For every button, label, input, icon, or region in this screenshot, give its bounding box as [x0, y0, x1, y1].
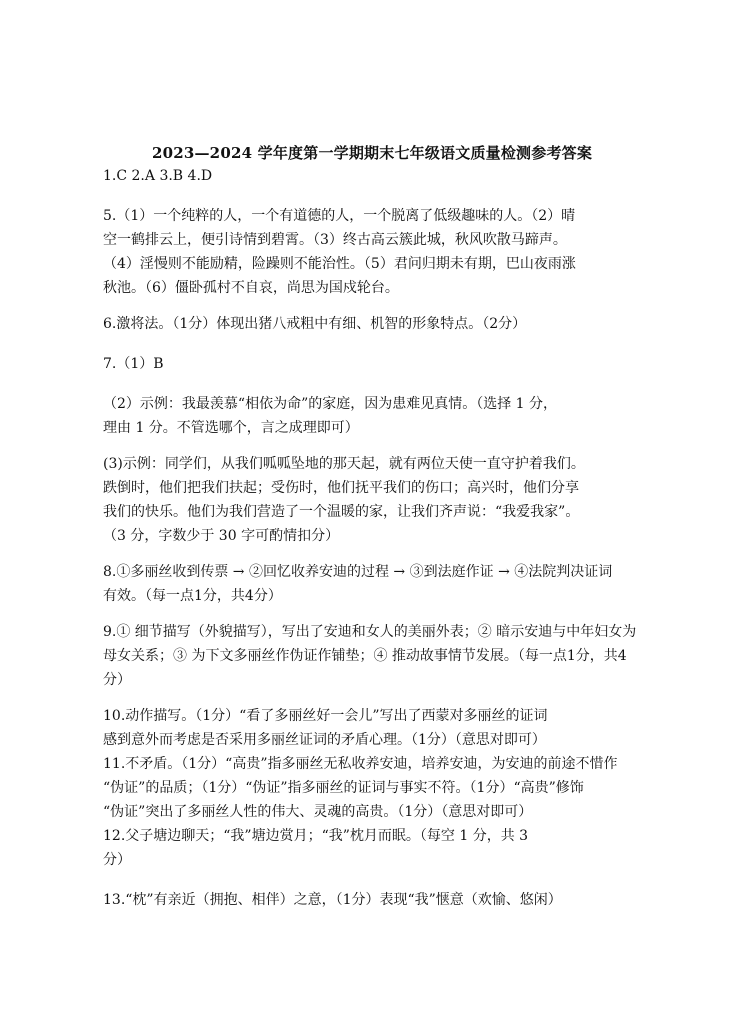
answer-line: “伪证”的品质；（1分）“伪证”指多丽丝的证词与事实不符。（1分）“高贵”修饰: [103, 780, 584, 796]
answer-list: [103, 164, 651, 912]
answer-line: 13.“枕”有亲近（拥抱、相伴）之意，（1分）表现“我”惬意（欢愉、悠闲）: [103, 892, 562, 908]
answer-paragraph: [103, 312, 651, 336]
answer-line: 10.动作描写。（1分）“看了多丽丝好一会儿”写出了西蒙对多丽丝的证词: [103, 708, 548, 724]
answer-paragraph: [103, 452, 651, 548]
answer-line: 有效。（每一点1分，共4分）: [103, 588, 282, 604]
answer-paragraph: [103, 164, 651, 188]
answer-paragraph: [103, 392, 651, 440]
answer-line: 母女关系；③ 为下文多丽丝作伪证作铺垫；④ 推动故事情节发展。（每一点1分，共4: [103, 648, 627, 664]
answer-line: 空一鹤排云上，便引诗情到碧霄。（3）终古高云簇此城，秋风吹散马蹄声。: [103, 232, 567, 248]
answer-paragraph: [103, 620, 651, 692]
answer-line: 9.① 细节描写（外貌描写），写出了安迪和女人的美丽外表；② 暗示安迪与中年妇女为: [103, 624, 637, 640]
answer-line: (3)示例：同学们，从我们呱呱坠地的那天起，就有两位天使一直守护着我们。: [103, 456, 585, 472]
answer-line: 理由 1 分。不管选哪个，言之成理即可）: [103, 420, 359, 436]
answer-paragraph: [103, 704, 651, 752]
answer-line: 秋池。（6）僵卧孤村不自哀，尚思为国戍轮台。: [103, 280, 399, 296]
answer-line: 感到意外而考虑是否采用多丽丝证词的矛盾心理。（1分）（意思对即可）: [103, 732, 546, 748]
answer-line: “伪证”突出了多丽丝人性的伟大、灵魂的高贵。（1分）（意思对即可）: [103, 804, 533, 820]
answer-paragraph: [103, 352, 651, 376]
answer-line: 1.C 2.A 3.B 4.D: [103, 168, 213, 184]
answer-line: 我们的快乐。他们为我们营造了一个温暖的家，让我们齐声说：“我爱我家”。: [103, 504, 580, 520]
answer-line: 分）: [103, 852, 131, 868]
answer-paragraph: [103, 752, 651, 824]
answer-line: 12.父子塘边聊天；“我”塘边赏月；“我”枕月而眠。（每空 1 分，共 3: [103, 828, 529, 844]
answer-line: 8.①多丽丝收到传票 → ②回忆收养安迪的过程 → ③到法庭作证 → ④法院判决证词: [103, 564, 613, 580]
answer-line: 7.（1）B: [103, 356, 164, 372]
document-title: 2023—2024 学年度第一学期期末七年级语文质量检测参考答案: [151, 144, 593, 162]
answer-paragraph: [103, 204, 651, 300]
answer-line: 5.（1）一个纯粹的人，一个有道德的人，一个脱离了低级趣味的人。（2）晴: [103, 208, 576, 224]
answer-line: 分）: [103, 672, 131, 688]
answer-line: （2）示例：我最羡慕“相依为命”的家庭，因为患难见真情。（选择 1 分，: [103, 396, 558, 412]
answer-line: 6.激将法。（1分）体现出猪八戒粗中有细、机智的形象特点。（2分）: [103, 316, 527, 332]
answer-paragraph: [103, 888, 651, 912]
answer-line: （4）淫慢则不能励精，险躁则不能治性。（5）君问归期未有期，巴山夜雨涨: [103, 256, 576, 272]
answer-paragraph: [103, 560, 651, 608]
answer-line: 跌倒时，他们把我们扶起；受伤时，他们抚平我们的伤口；高兴时，他们分享: [103, 480, 579, 496]
answer-line: 11.不矛盾。（1分）“高贵”指多丽丝无私收养安迪，培养安迪，为安迪的前途不惜作: [103, 756, 618, 772]
answer-line: （3 分，字数少于 30 字可酌情扣分）: [103, 528, 340, 544]
answer-paragraph: [103, 824, 651, 872]
